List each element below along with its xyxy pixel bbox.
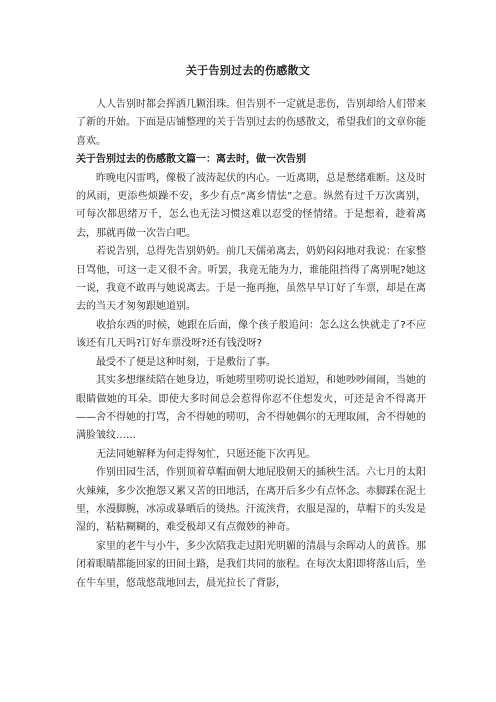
intro-paragraph: 人人告别时都会挥洒几颗泪珠。但告别不一定就是悲伤，告别却给人们带来了新的开始。下面是店铺整理的关于告别过去的伤感散文，希望我们的文章你能喜欢。 <box>76 99 426 147</box>
paragraph: 若说告别，总得先告别奶奶。前几天儒弟离去，奶奶闷闷地对我说：在家整日骂他，可这一走又很不舍。听罢，我竟无能为力，谁能阻挡得了离别呢?她这一说，我竟不敢再与她说离去。于是一拖再拖，虽然早早订好了车票，却是在离去的当天才匆匆跟她道别。 <box>76 246 426 313</box>
paragraph: 昨晚电闪雷鸣，像极了波涛起伏的内心。一近离期，总是愁绪难断。这及时的风雨，更添些烦躁不安，多少有点“离乡情怯”之意。纵然有过千万次离别，可每次都思绪万千，怎么也无法习惯这难以忍受的怪情绪。于是想着，趁着离去，那就再做一次告白吧。 <box>76 172 426 239</box>
paragraph: 收拾东西的时候，她跟在后面，像个孩子般追问：怎么这么快就走了?不应该还有几天吗?订好车票没呀?还有钱没呀? <box>76 319 426 350</box>
paragraph: 最受不了便是这种时刻，于是敷衍了事。 <box>96 356 276 368</box>
document-title: 关于告别过去的伤感散文 <box>185 64 311 77</box>
paragraph: 无法同她解释为何走得匆忙，只愿还能下次再见。 <box>96 448 316 460</box>
paragraph: 作别田园生活，作别顶着草帽面朝大地屁股朝天的插秧生活。六七月的太阳火辣辣，多少次抱怨又累又苦的田地活，在离开后多少有点怀念。赤脚踩在泥土里，水漫脚腕，冰凉或暴晒后的烫热。汗流浃背，衣服是湿的，草帽下的头发是湿的，粘粘糊糊的，难受极却又有点微妙的神奇。 <box>76 467 426 534</box>
section-heading: 关于告别过去的伤感散文篇一：离去时，做一次告别 <box>76 154 306 166</box>
paragraph: 其实多想继续陪在她身边，听她唠里唠叨说长道短，和她吵吵闹闹，当她的眼睛做她的耳朵。即使大多时间总会惹得你忍不住想发火，可还是舍不得离开——舍不得她的打骂，舍不得她的唠叨，舍不得她偶尔的无理取闹，舍不得她的满脸皱纹…… <box>76 375 426 442</box>
document-body <box>76 96 426 593</box>
paragraph: 家里的老牛与小牛，多少次陪我走过阳光明媚的清晨与余晖动人的黄昏。那闭着眼睛都能回家的田间土路，是我们共同的旅程。在每次太阳即将落山后，坐在牛车里，悠哉悠哉地回去，晨光拉长了背影， <box>76 540 426 589</box>
